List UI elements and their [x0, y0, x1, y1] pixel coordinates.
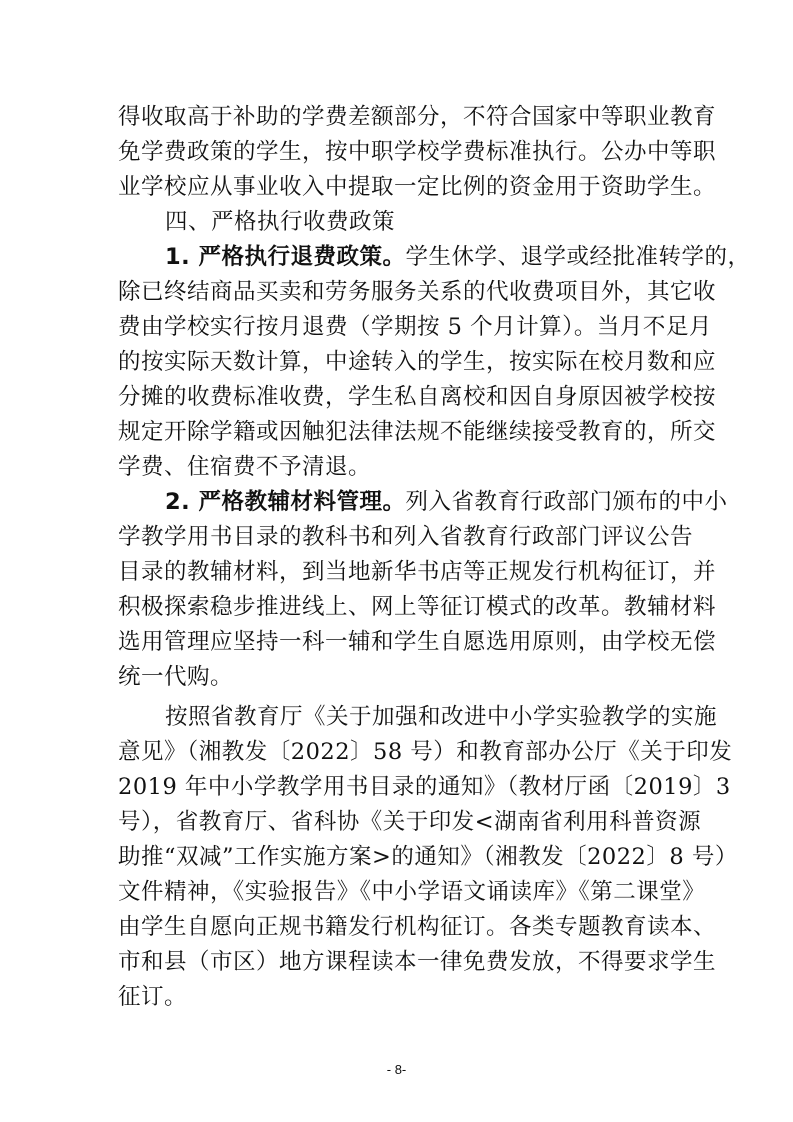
- text-line: 费由学校实行按月退费（学期按 5 个月计算）。当月不足月: [118, 314, 712, 340]
- text-line: 除已终结商品买卖和劳务服务关系的代收费项目外，其它收: [118, 279, 717, 305]
- text-line: 免学费政策的学生，按中职学校学费标准执行。公办中等职: [118, 139, 717, 165]
- section-heading: 四、严格执行收费政策: [165, 209, 396, 235]
- text-line: 分摊的收费标准收费，学生私自离校和因自身原因被学校按: [118, 384, 717, 410]
- text-line: 征订。: [118, 984, 188, 1010]
- text-line: 学费、住宿费不予清退。: [118, 454, 372, 480]
- text-line: 的按实际天数计算，中途转入的学生，按实际在校月数和应: [118, 349, 717, 375]
- text-line: 得收取高于补助的学费差额部分，不符合国家中等职业教育: [118, 104, 717, 130]
- text-line: 文件精神，《实验报告》《中小学语文诵读库》《第二课堂》: [118, 879, 706, 905]
- text-line: 积极探索稳步推进线上、网上等征订模式的改革。教辅材料: [118, 594, 717, 620]
- text-line: 选用管理应坚持一科一辅和学生自愿选用原则，由学校无偿: [118, 629, 717, 655]
- item2-title: 2. 严格教辅材料管理。: [165, 489, 406, 515]
- text-line: 由学生自愿向正规书籍发行机构征订。各类专题教育读本、: [118, 914, 717, 940]
- text-line: 助推“双减”工作实施方案>的通知》（湘教发〔2022〕8 号）: [118, 844, 738, 870]
- item2-first-line: [118, 485, 728, 520]
- item1-first-line-text: 学生休学、退学或经批准转学的，: [405, 244, 751, 270]
- text-line: 统一代购。: [118, 664, 234, 690]
- item1-first-line: [118, 240, 751, 275]
- text-line: 号），省教育厅、省科协《关于印发<湖南省利用科普资源: [118, 809, 702, 835]
- text-line: 意见》（湘教发〔2022〕58 号）和教育部办公厅《关于印发: [118, 739, 733, 765]
- item1-title: 1. 严格执行退费政策。: [165, 244, 406, 270]
- document-body: [118, 100, 751, 1015]
- text-line: 业学校应从事业收入中提取一定比例的资金用于资助学生。: [118, 174, 717, 200]
- text-line: 按照省教育厅《关于加强和改进中小学实验教学的实施: [165, 704, 718, 730]
- item2-first-line-text: 列入省教育行政部门颁布的中小: [405, 489, 728, 515]
- text-line: 学教学用书目录的教科书和列入省教育行政部门评议公告: [118, 524, 694, 550]
- text-line: 目录的教辅材料，到当地新华书店等正规发行机构征订，并: [118, 559, 717, 585]
- page-number: - 8-: [386, 1062, 407, 1077]
- text-line: 2019 年中小学教学用书目录的通知》（教材厅函〔2019〕3: [118, 774, 731, 800]
- text-line: 规定开除学籍或因触犯法律法规不能继续接受教育的，所交: [118, 419, 717, 445]
- text-line: 市和县（市区）地方课程读本一律免费发放，不得要求学生: [118, 949, 717, 975]
